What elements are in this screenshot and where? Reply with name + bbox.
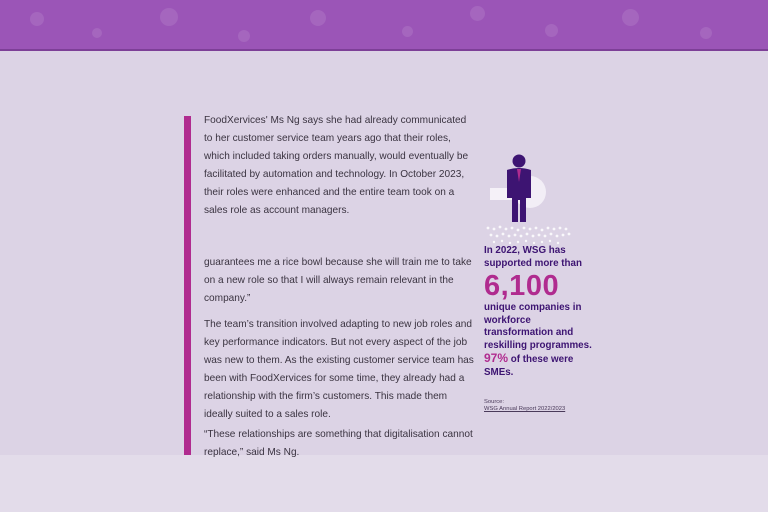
statistic-block: [484, 245, 594, 379]
person-head: [513, 155, 526, 168]
source-label: Source:: [484, 399, 504, 405]
businessperson-icon: [482, 148, 582, 248]
stat-intro: In 2022, WSG has supported more than: [484, 245, 582, 269]
dotted-shadow: [487, 226, 571, 245]
banner-dot: [238, 30, 250, 42]
article-paragraph: “These relationships are something that digitalisation cannot replace,” said Ms Ng.: [204, 429, 473, 458]
banner-dot: [470, 6, 485, 21]
banner-dot: [310, 10, 326, 26]
article-paragraph: guarantees me a rice bowl because she will train me to take on a new role so that I will always remain relevant in the company.”: [204, 257, 472, 304]
banner-dot: [160, 8, 178, 26]
article-paragraph: FoodXervices' Ms Ng says she had already communicated to her customer service team years ago that their roles, which included taking orders manually, would eventually be facilitated by automation and technology. In October 2023, their roles were enhanced and the entire team took on a sales role as account managers.: [204, 115, 469, 216]
stat-big-number: 6,100: [484, 270, 560, 302]
stat-percent-suffix: of these were SMEs.: [484, 354, 574, 378]
banner-dot: [30, 12, 44, 26]
businessperson-illustration: [482, 148, 582, 248]
quote-accent-bar: [184, 116, 191, 455]
banner-dot: [92, 28, 102, 38]
source-note: [484, 399, 604, 413]
bottom-strip: [0, 455, 768, 512]
banner-dot: [622, 9, 639, 26]
banner-dot: [402, 26, 413, 37]
article-paragraph: The team’s transition involved adapting to new job roles and key performance indicators. But not every aspect of the job was new to them. As the existing customer service team has been with FoodXervices for some time, they already had a relationship with the firm’s customers. This made them ideally suited to a sales role.: [204, 319, 474, 420]
top-banner: [0, 0, 768, 51]
stat-description: unique companies in workforce transformation and reskilling programmes.: [484, 302, 592, 351]
banner-dot: [545, 24, 558, 37]
source-link[interactable]: WSG Annual Report 2022/2023: [484, 406, 566, 412]
stat-percent: 97%: [484, 351, 509, 365]
banner-dot: [700, 27, 712, 39]
